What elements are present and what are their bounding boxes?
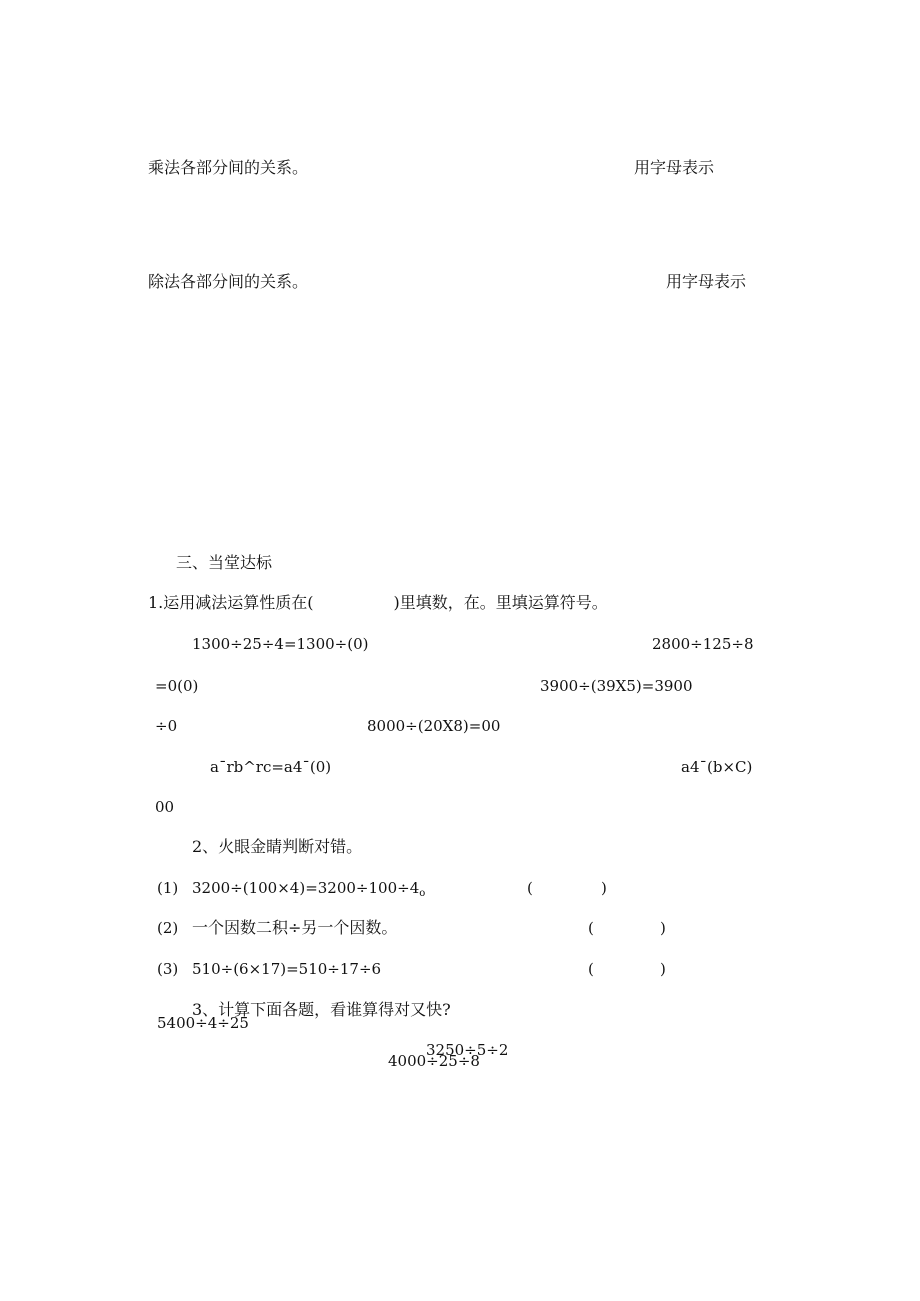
q2-item-3-paren-open: ( (588, 960, 594, 978)
q2-item-3-text: 510÷(6×17)=510÷17÷6 (192, 960, 382, 978)
q2-item-1-text (192, 878, 425, 904)
q3-expr-3: 4000÷25÷8 (388, 1052, 480, 1070)
division-relation-label: 除法各部分间的关系。 (148, 272, 309, 291)
q2-item-2-answer[interactable] (594, 916, 660, 940)
q2-item-2-paren-close: ) (660, 919, 666, 937)
q2-item-3-paren-close: ) (660, 960, 666, 978)
q1-expr-7: a¯rb^rc=a4¯(0) (210, 758, 332, 776)
q1-expr-8: a4¯(b×C) (681, 758, 753, 776)
q3-expr-2: 3250÷5÷2 (426, 1041, 509, 1059)
q1-expr-5: ÷0 (155, 717, 178, 735)
q1-prompt-after: )里填数，在。里填运算符号。 (393, 593, 608, 612)
q1-expr-2: 2800÷125÷8 (652, 635, 754, 653)
q3-expr-1: 5400÷4÷25 (157, 1014, 249, 1032)
q2-item-1-suffix: o (419, 888, 426, 899)
q2-item-1-paren-close: ) (601, 879, 607, 897)
q2-item-1-statement: 3200÷(100×4)=3200÷100÷4 (192, 879, 420, 897)
q3-heading: 3、计算下面各题，看谁算得对又快? (192, 1000, 451, 1019)
q2-item-1-paren-open: ( (527, 879, 533, 897)
q1-expr-6: 8000÷(20X8)=00 (367, 717, 501, 735)
multiplication-letter-label: 用字母表示 (634, 158, 715, 177)
q2-item-2-paren-open: ( (588, 919, 594, 937)
q1-expr-1: 1300÷25÷4=1300÷(0) (192, 635, 369, 653)
q1-prompt-before: 1.运用减法运算性质在( (148, 593, 314, 612)
division-letter-label: 用字母表示 (666, 272, 747, 291)
q2-item-1-answer[interactable] (533, 876, 601, 900)
q1-expr-9: 00 (155, 798, 175, 816)
q2-item-3-answer[interactable] (594, 957, 660, 981)
q1-prompt (148, 593, 608, 613)
q1-expr-4: 3900÷(39X5)=3900 (540, 677, 693, 695)
section3-heading: 三、当堂达标 (176, 553, 273, 572)
q2-item-3-number: (3) (157, 960, 179, 978)
q1-expr-3: =0(0) (155, 677, 199, 695)
q2-item-1-number: (1) (157, 879, 179, 897)
multiplication-relation-label: 乘法各部分间的关系。 (148, 158, 309, 177)
q2-item-2-text: 一个因数二积÷另一个因数。 (192, 918, 398, 937)
q2-item-2-number: (2) (157, 919, 179, 937)
q2-heading: 2、火眼金睛判断对错。 (192, 837, 363, 856)
